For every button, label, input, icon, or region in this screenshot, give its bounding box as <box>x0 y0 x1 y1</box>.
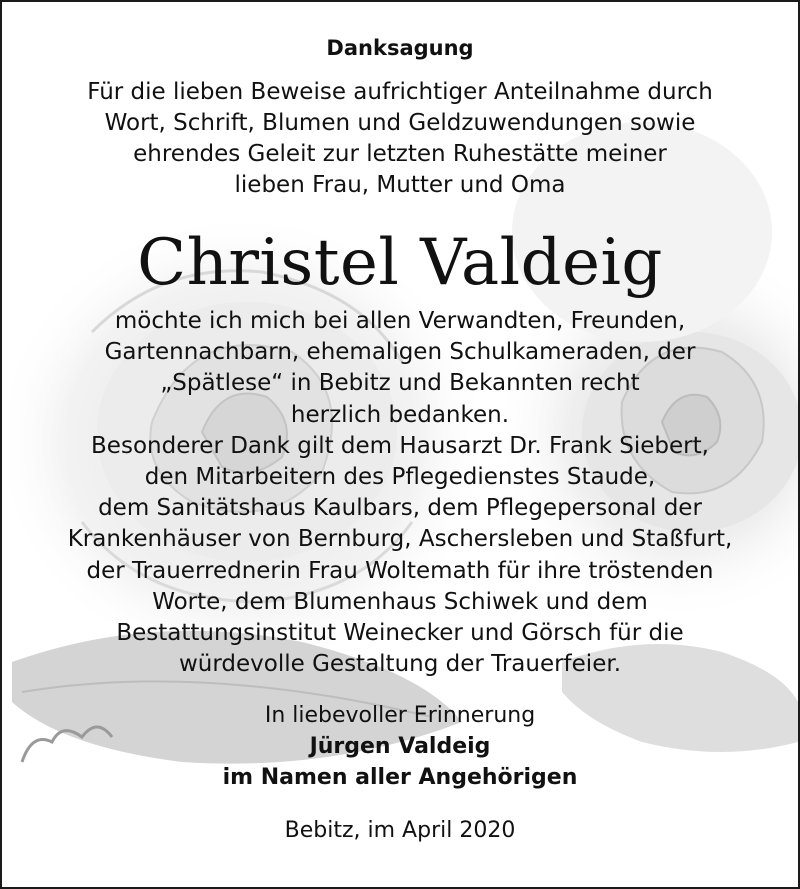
signature-block <box>2 700 798 793</box>
deceased-name: Christel Valdeig <box>137 226 663 300</box>
body-line: der Trauerrednerin Frau Woltemath für ihre tröstenden <box>86 557 714 584</box>
signature-name: Jürgen Valdeig <box>309 734 491 760</box>
body-line: Krankenhäuser von Bernburg, Aschersleben und Staßfurt, <box>67 526 733 553</box>
heading: Danksagung <box>326 36 474 60</box>
body-line: Besonderer Dank gilt dem Hausarzt Dr. Frank Siebert, <box>91 432 709 459</box>
body-line: möchte ich mich bei allen Verwandten, Freunden, <box>114 308 686 334</box>
intro-line: Für die lieben Beweise aufrichtiger Anteilnahme durch <box>87 79 713 105</box>
body-line: den Mitarbeitern des Pflegedienstes Staude, <box>144 464 656 491</box>
ad-text <box>2 2 798 845</box>
body-line: Bestattungsinstitut Weinecker und Görsch für die <box>116 620 684 647</box>
thanks-paragraph <box>2 306 798 680</box>
intro-line: lieben Frau, Mutter und Oma <box>234 172 566 198</box>
intro-line: ehrendes Geleit zur letzten Ruhestätte meiner <box>133 141 667 167</box>
body-line: dem Sanitätshaus Kaulbars, dem Pflegepersonal der <box>98 495 702 522</box>
body-line: „Spätlese“ in Bebitz und Bekannten recht <box>160 370 640 397</box>
body-line: Worte, dem Blumenhaus Schiwek und dem <box>152 588 648 615</box>
body-line: herzlich bedanken. <box>290 401 510 428</box>
body-line: würdevolle Gestaltung der Trauerfeier. <box>178 651 622 678</box>
signature-line: In liebevoller Erinnerung <box>264 703 536 729</box>
intro-line: Wort, Schrift, Blumen und Geldzuwendungen sowie <box>104 110 696 136</box>
place-date: Bebitz, im April 2020 <box>284 818 516 844</box>
intro-paragraph <box>2 77 798 201</box>
signature-relatives: im Namen aller Angehörigen <box>222 765 578 791</box>
body-line: Gartennachbarn, ehemaligen Schulkameraden, der <box>104 339 696 366</box>
